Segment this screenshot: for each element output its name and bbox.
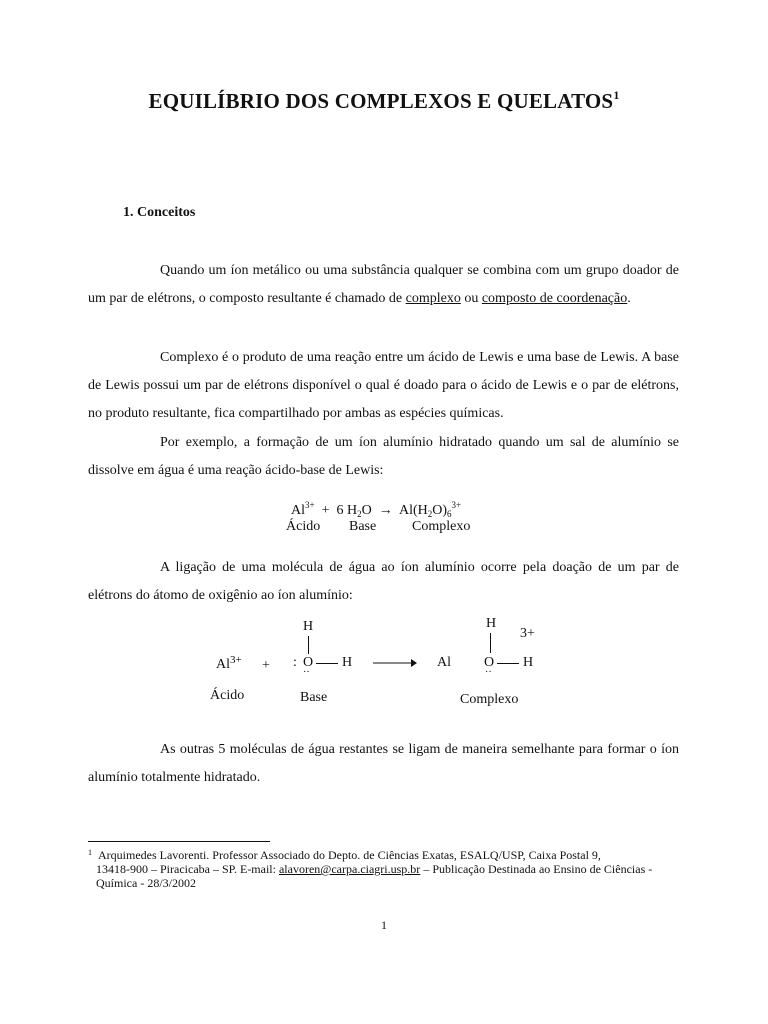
p1-part1: Quando um íon metálico ou uma substância qualquer se combina com um grupo doador de um par de elétrons, o composto resultante é chamado de <box>88 263 679 306</box>
p2-text: Complexo é o produto de uma reação entre um ácido de Lewis e uma base de Lewis. A base de Lewis possui um par de elétrons disponível o qual é doado para o ácido de Lewis e o par de elétrons, no produto resultante, fica compartilhado por ambas as espécies químicas. <box>88 350 679 421</box>
diagram-colon: : <box>293 655 297 670</box>
footnote-line-3: Química - 28/3/2002 <box>96 876 196 890</box>
title-text: EQUILÍBRIO DOS COMPLEXOS E QUELATOS <box>148 89 614 113</box>
diagram-al-ion <box>216 654 242 673</box>
eq-product-a: Al(H <box>398 503 428 518</box>
diagram-complex-charge: 3+ <box>520 626 535 641</box>
footnote <box>88 846 688 890</box>
diagram-water-h-top: H <box>303 619 314 634</box>
footnote-publication: – Publicação Destinada ao Ensino de Ciências - <box>420 862 653 876</box>
diagram-plus: + <box>262 658 270 673</box>
term-composto-de-coordenacao: composto de coordenação <box>481 291 628 306</box>
footnote-mark: 1 <box>88 848 92 857</box>
eq-plus: + <box>321 503 330 518</box>
paragraph-5 <box>88 736 679 792</box>
footnote-divider <box>88 841 270 842</box>
diagram-water-o: O <box>303 655 314 670</box>
eq-label-acid: Ácido <box>286 519 321 534</box>
footnote-line-1 <box>88 846 688 862</box>
section-heading: 1. Conceitos <box>123 205 196 220</box>
diagram-label-base: Base <box>300 690 328 705</box>
term-complexo: complexo <box>405 291 461 306</box>
diagram-water-bond-horizontal <box>316 663 338 664</box>
diagram-complex-al: Al <box>437 655 451 670</box>
paragraph-4 <box>88 554 679 610</box>
eq-arrow: → <box>378 503 393 518</box>
footnote-author: Arquimedes Lavorenti. Professor Associado do Depto. de Ciências Exatas, ESALQ/USP, Caixa Postal 9, <box>98 848 601 862</box>
eq-coef: 6 <box>336 503 344 518</box>
eq-water-o: O <box>361 503 372 518</box>
paragraph-1 <box>88 257 679 313</box>
diagram-water-lone-pair: ·· <box>303 667 310 678</box>
diagram-reaction-arrow-icon <box>373 656 417 670</box>
diagram-al-symbol: Al <box>216 657 230 672</box>
eq-water-sub: 2 <box>357 509 362 519</box>
eq-label-complex: Complexo <box>412 519 471 534</box>
diagram-al-charge: 3+ <box>230 654 242 666</box>
paragraph-2 <box>88 344 679 428</box>
chemical-equation <box>291 500 461 519</box>
title-footnote-mark[interactable]: 1 <box>613 88 620 102</box>
diagram-label-acid: Ácido <box>210 688 245 703</box>
diagram-water-h-right: H <box>342 655 353 670</box>
diagram-complex-h-top: H <box>486 616 497 631</box>
diagram-complex-lone-pair: ·· <box>485 667 492 678</box>
page-title <box>0 88 768 114</box>
page-number: 1 <box>381 918 387 932</box>
footnote-email-link[interactable]: alavoren@carpa.ciagri.usp.br <box>278 862 421 876</box>
eq-product-charge: 3+ <box>451 500 462 510</box>
diagram-label-complex: Complexo <box>460 692 519 707</box>
diagram-complex-bond-vertical <box>490 633 491 653</box>
diagram-water-bond-vertical <box>308 636 309 654</box>
eq-reactant-al: Al <box>291 503 305 518</box>
eq-product-sub2: 6 <box>447 509 452 519</box>
p1-mid: ou <box>460 291 482 306</box>
eq-reactant-charge: 3+ <box>305 500 315 510</box>
diagram-complex-h-right: H <box>523 655 534 670</box>
p3-text: Por exemplo, a formação de um íon alumínio hidratado quando um sal de alumínio se dissolve em água é uma reação ácido-base de Lewis: <box>88 435 679 478</box>
footnote-line-2 <box>88 862 688 876</box>
p1-end: . <box>627 291 631 306</box>
paragraph-3 <box>88 429 679 485</box>
diagram-complex-bond-horizontal <box>497 663 519 664</box>
p5-text: As outras 5 moléculas de água restantes se ligam de maneira semelhante para formar o íon alumínio totalmente hidratado. <box>88 742 679 785</box>
eq-product-b: O) <box>432 503 448 518</box>
eq-water-h: H <box>346 503 358 518</box>
eq-product-sub1: 2 <box>427 509 433 519</box>
footnote-address: 13418-900 – Piracicaba – SP. E-mail: <box>96 862 279 876</box>
p4-text: A ligação de uma molécula de água ao íon alumínio ocorre pela doação de um par de elétrons do átomo de oxigênio ao íon alumínio: <box>88 560 679 603</box>
diagram-complex-o: O <box>484 655 495 670</box>
eq-label-base: Base <box>349 519 377 534</box>
